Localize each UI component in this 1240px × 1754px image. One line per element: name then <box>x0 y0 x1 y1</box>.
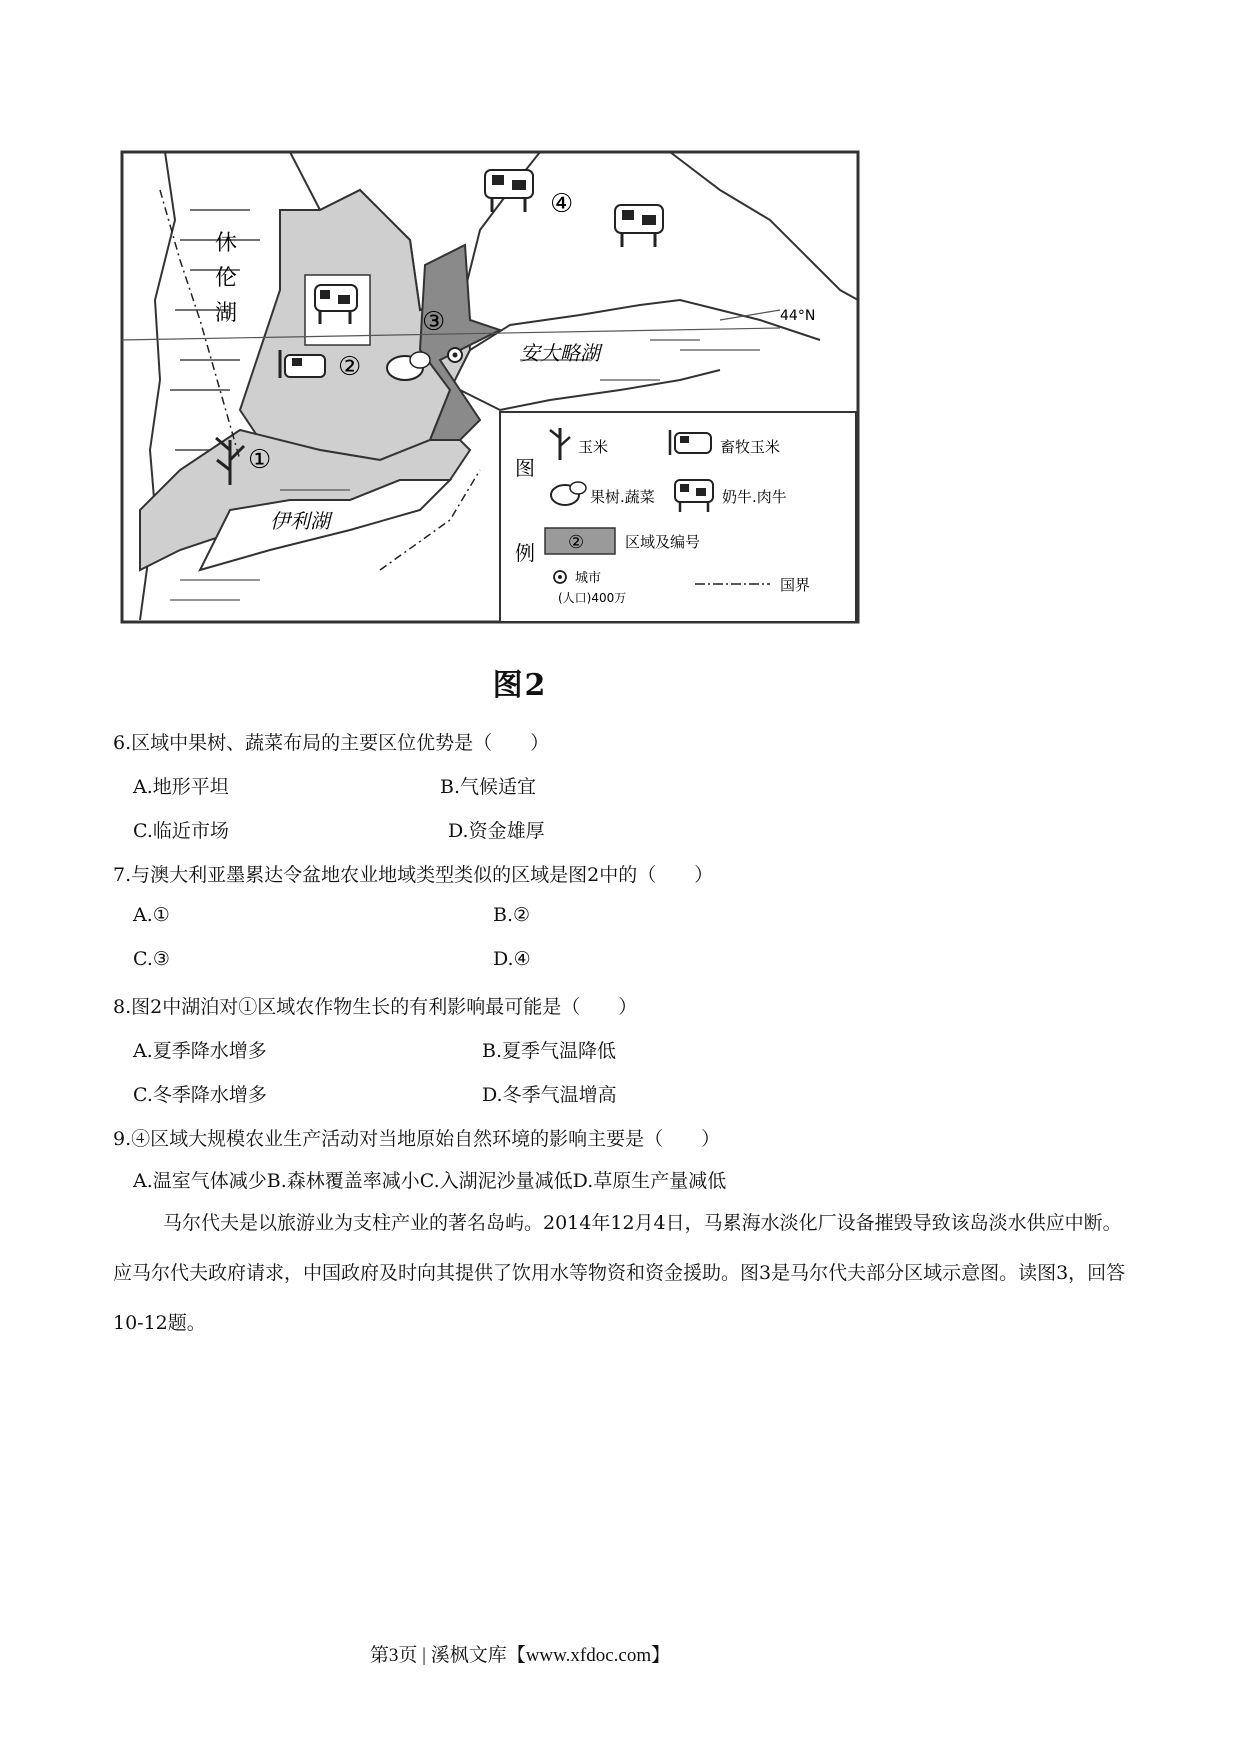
page-footer: 第3页 | 溪枫文库【www.xfdoc.com】 <box>369 1645 671 1666</box>
legend-city-2: (人口)400万 <box>558 591 627 605</box>
legend-city-1: 城市 <box>575 571 602 586</box>
legend-title-1: 图 <box>515 456 535 480</box>
city-icon <box>448 348 462 362</box>
question-7-option-c: C.③ <box>133 948 170 970</box>
map-svg <box>120 150 910 630</box>
question-8-option-c: C.冬季降水增多 <box>133 1084 267 1106</box>
region-3-label: ③ <box>422 307 446 337</box>
huron-label-3: 湖 <box>215 301 238 326</box>
figure-2-map <box>120 150 910 630</box>
question-7-option-d: D.④ <box>493 948 531 970</box>
question-9-options: A.温室气体减少B.森林覆盖率减小C.入湖泥沙量减低D.草原生产量减低 <box>133 1170 727 1192</box>
question-8-stem: 8.图2中湖泊对①区域农作物生长的有利影响最可能是（ ） <box>113 996 638 1018</box>
erie-label: 伊利湖 <box>270 509 330 533</box>
question-6-option-b: B.气候适宜 <box>440 776 537 798</box>
legend-livestock-corn-icon <box>670 430 711 455</box>
legend-livestock-corn: 畜牧玉米 <box>720 438 781 456</box>
legend-city-icon <box>554 571 566 583</box>
legend-dairy-beef: 奶牛.肉牛 <box>722 488 787 506</box>
region-2-label: ② <box>338 352 362 382</box>
question-6-option-c: C.临近市场 <box>133 820 229 842</box>
question-6-option-d: D.资金雄厚 <box>448 820 545 842</box>
question-8-option-b: B.夏季气温降低 <box>482 1040 617 1062</box>
legend-corn: 玉米 <box>578 438 609 456</box>
passage-text: 马尔代夫是以旅游业为支柱产业的著名岛屿。2014年12月4日，马累海水淡化厂设备摧毁导致该岛淡水供应中断。应马尔代夫政府请求，中国政府及时向其提供了饮用水等物资和资金援助。图3是马尔代夫部分区域示意图。读图3，回答10-12题。 <box>113 1212 1126 1334</box>
question-7-option-a: A.① <box>133 904 170 926</box>
huron-label-2: 伦 <box>215 266 238 291</box>
legend-title-2: 例 <box>515 541 535 565</box>
question-9-stem: 9.④区域大规模农业生产活动对当地原始自然环境的影响主要是（ ） <box>113 1128 721 1150</box>
legend-border: 国界 <box>780 576 811 594</box>
huron-label-1: 休 <box>215 231 238 256</box>
legend-region: 区域及编号 <box>625 533 701 551</box>
question-6-stem: 6.区域中果树、蔬菜布局的主要区位优势是（ ） <box>113 732 550 754</box>
figure-caption: 图2 <box>492 668 548 703</box>
legend-region-symbol: ② <box>568 532 585 553</box>
legend-fruit-vegetable: 果树.蔬菜 <box>590 488 655 506</box>
latitude-label: 44°N <box>780 308 816 324</box>
region-4-label: ④ <box>550 189 574 219</box>
question-8-option-d: D.冬季气温增高 <box>482 1084 617 1106</box>
question-7-stem: 7.与澳大利亚墨累达令盆地农业地域类型类似的区域是图2中的（ ） <box>113 864 714 886</box>
region-1-label: ① <box>248 445 272 475</box>
question-6-option-a: A.地形平坦 <box>133 776 229 798</box>
ontario-label: 安大略湖 <box>520 341 600 365</box>
passage <box>113 1198 1133 1348</box>
question-7-option-b: B.② <box>493 904 531 926</box>
question-8-option-a: A.夏季降水增多 <box>133 1040 267 1062</box>
